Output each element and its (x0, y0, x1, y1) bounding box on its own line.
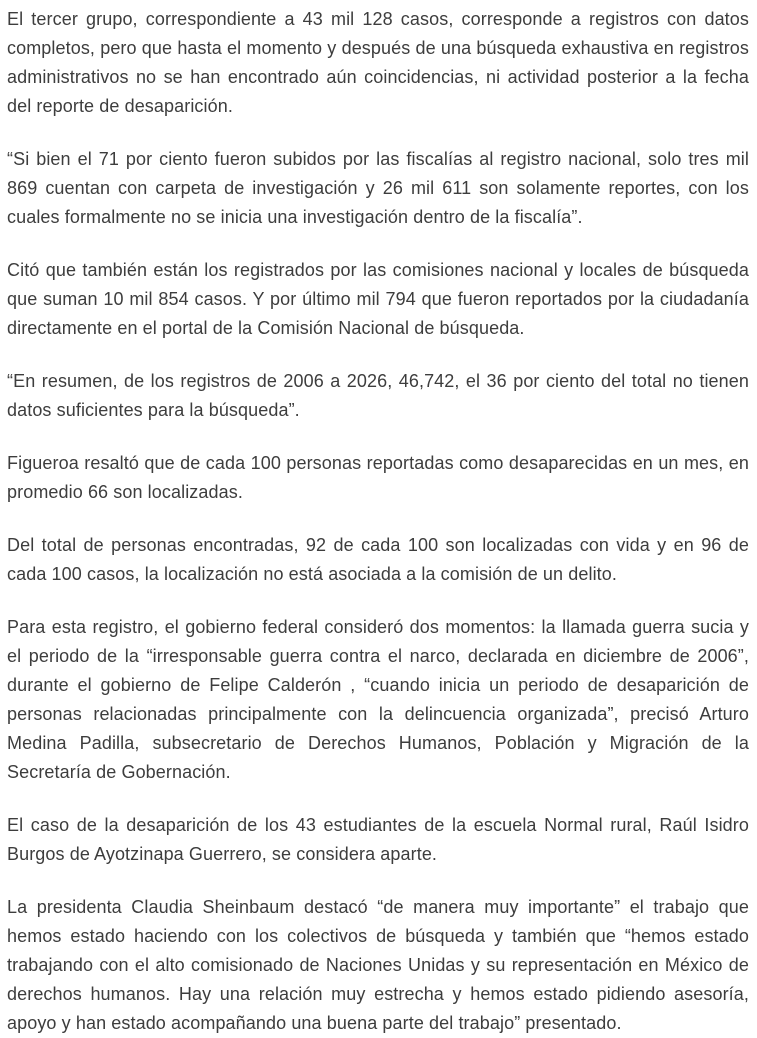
paragraph-third-group: El tercer grupo, correspondiente a 43 mil 128 casos, corresponde a registros con datos completos, pero que hasta el momento y después de una búsqueda exhaustiva en registros administrativos no se han encontrado aún coincidencias, ni actividad posterior a la fecha del reporte de desaparición. (7, 9, 749, 116)
paragraph-quote-summary: “En resumen, de los registros de 2006 a 2026, 46,742, el 36 por ciento del total no tienen datos suficientes para la búsqueda”. (7, 371, 749, 420)
paragraph-sheinbaum: La presidenta Claudia Sheinbaum destacó “de manera muy importante” el trabajo que hemos estado haciendo con los colectivos de búsqueda y también que “hemos estado trabajando con el alto comisionado de Naciones Unidas y su representación en México de derechos humanos. Hay una relación muy estrecha y hemos estado pidiendo asesoría, apoyo y han estado acompañando una buena parte del trabajo” presentado. (7, 897, 749, 1033)
paragraph-commissions: Citó que también están los registrados por las comisiones nacional y locales de búsqueda que suman 10 mil 854 casos. Y por último mil 794 que fueron reportados por la ciudadanía directamente en el portal de la Comisión Nacional de búsqueda. (7, 260, 749, 338)
paragraph-two-moments: Para esta registro, el gobierno federal consideró dos momentos: la llamada guerra sucia y el periodo de la “irresponsable guerra contra el narco, declarada en diciembre de 2006”, durante el gobierno de Felipe Calderón , “cuando inicia un periodo de desaparición de personas relacionadas principalmente con la delincuencia organizada”, precisó Arturo Medina Padilla, subsecretario de Derechos Humanos, Población y Migración de la Secretaría de Gobernación. (7, 617, 749, 782)
paragraph-figueroa: Figueroa resaltó que de cada 100 personas reportadas como desaparecidas en un mes, en promedio 66 son localizadas. (7, 453, 749, 502)
paragraph-quote-71-percent: “Si bien el 71 por ciento fueron subidos por las fiscalías al registro nacional, solo tres mil 869 cuentan con carpeta de investigación y 26 mil 611 son solamente reportes, con los cuales formalmente no se inicia una investigación dentro de la fiscalía”. (7, 149, 749, 227)
paragraph-ayotzinapa: El caso de la desaparición de los 43 estudiantes de la escuela Normal rural, Raúl Isidro Burgos de Ayotzinapa Guerrero, se considera aparte. (7, 815, 749, 864)
paragraph-located-alive: Del total de personas encontradas, 92 de cada 100 son localizadas con vida y en 96 de cada 100 casos, la localización no está asociada a la comisión de un delito. (7, 535, 749, 584)
